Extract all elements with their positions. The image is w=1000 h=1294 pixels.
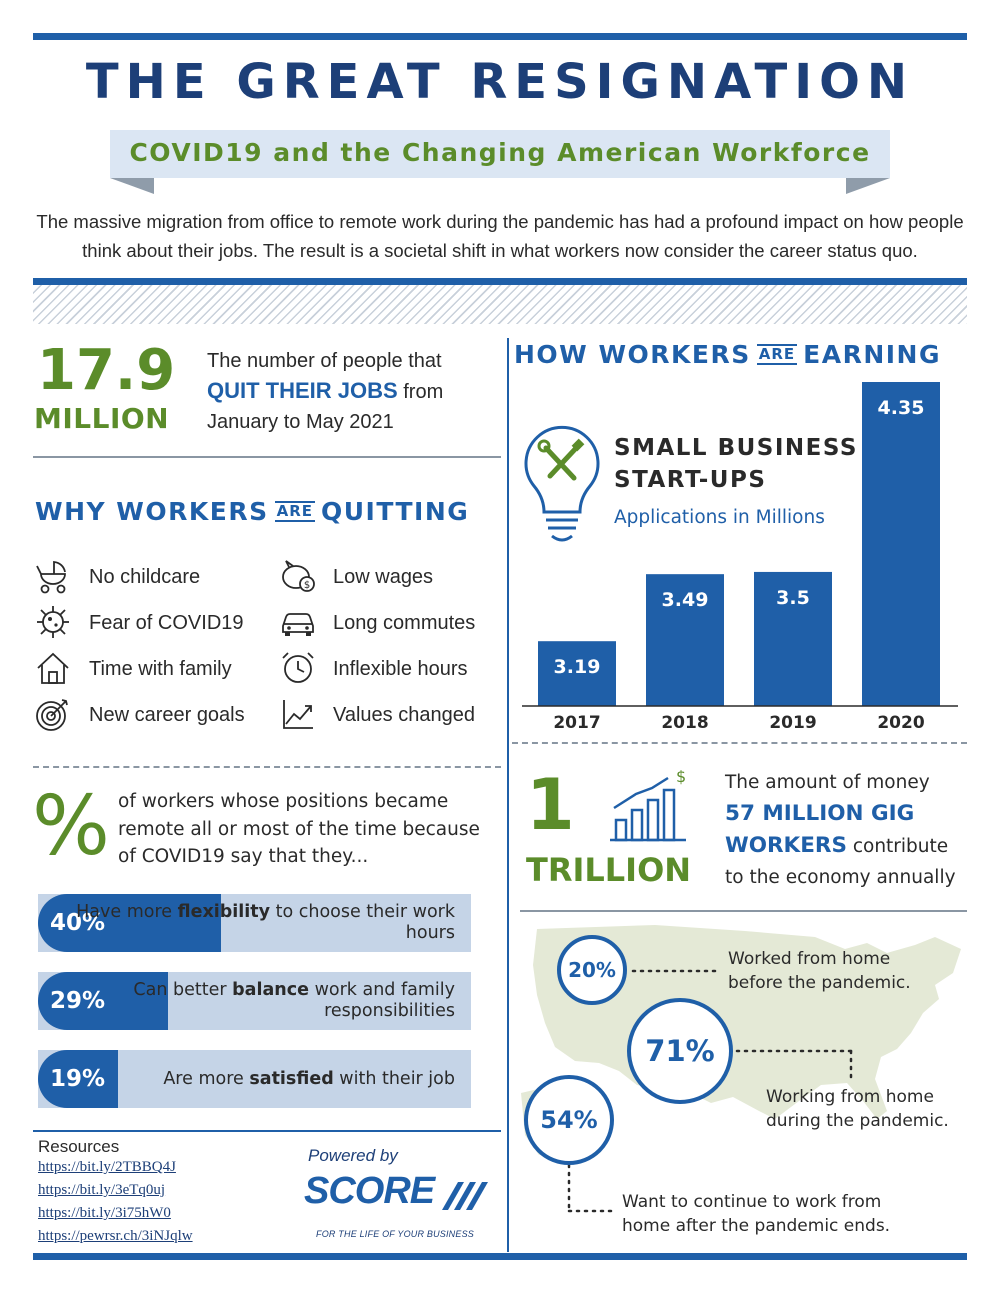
gig-desc-pre: The amount of money xyxy=(725,772,930,793)
piggy-bank-icon xyxy=(280,558,316,594)
how-earning-title xyxy=(514,340,941,369)
chart-category-label: 2019 xyxy=(769,713,817,733)
bar-text-bold: flexibility xyxy=(177,902,271,922)
earn-title-right: EARNING xyxy=(803,340,941,369)
why-title-left: WHY WORKERS xyxy=(35,497,269,526)
bar-text-post: work and family responsibilities xyxy=(309,980,455,1021)
startups-bar-chart xyxy=(520,370,965,735)
gig-unit: TRILLION xyxy=(526,851,692,889)
why-title-right: QUITTING xyxy=(321,497,470,526)
gig-number: 1 xyxy=(526,764,575,846)
quit-number: 17.9 xyxy=(37,338,176,403)
percent-bar-text xyxy=(38,972,455,1030)
percent-bar-value: 19% xyxy=(50,1066,106,1092)
percent-bar-value: 29% xyxy=(50,988,106,1014)
stroller-icon xyxy=(35,558,71,594)
reason-label: Inflexible hours xyxy=(333,658,468,680)
svg-text:$: $ xyxy=(303,580,311,591)
wfh-circle: 71% xyxy=(627,998,733,1104)
virus-icon xyxy=(35,604,71,640)
percent-bar xyxy=(38,894,471,952)
divider-right-2 xyxy=(520,910,967,912)
main-title: THE GREAT RESIGNATION xyxy=(85,54,915,110)
top-rule xyxy=(33,33,967,40)
percent-bar-text xyxy=(163,1050,455,1108)
quit-desc-mid: from xyxy=(403,381,444,403)
why-title-are: ARE xyxy=(276,502,313,520)
car-icon xyxy=(280,604,316,640)
reason-label: Fear of COVID19 xyxy=(89,612,244,634)
resource-link[interactable]: https://bit.ly/2TBBQ4J xyxy=(38,1159,176,1175)
chart-value-label: 4.35 xyxy=(877,397,925,419)
reason-label: No childcare xyxy=(89,566,201,588)
wfh-text: Worked from home before the pandemic. xyxy=(728,949,911,993)
gig-desc-post: contribute to the economy annually xyxy=(725,836,956,888)
reason-label: Values changed xyxy=(333,704,475,726)
svg-text:$: $ xyxy=(676,768,687,786)
divider-left-1 xyxy=(33,456,501,458)
ribbon-tail-left xyxy=(110,178,154,194)
chart-value-label: 3.19 xyxy=(553,656,601,679)
wfh-circle: 20% xyxy=(557,935,627,1005)
percent-bar xyxy=(38,1050,471,1108)
target-icon xyxy=(35,696,71,732)
chart-category-label: 2018 xyxy=(661,713,709,733)
bar-text-post: with their job xyxy=(333,1068,455,1089)
percent-bar xyxy=(38,972,471,1030)
bottom-rule xyxy=(33,1253,967,1260)
chart-category-label: 2017 xyxy=(553,713,601,733)
divider-left-2 xyxy=(33,1130,501,1132)
bar-text-bold: satisfied xyxy=(249,1068,334,1089)
hatch-band xyxy=(33,278,967,324)
divider-right-dashed xyxy=(512,742,967,744)
reason-label: Long commutes xyxy=(333,612,476,634)
resource-link[interactable]: https://pewrsr.ch/3iNJqlw xyxy=(38,1228,193,1244)
why-quitting-title xyxy=(35,497,469,526)
powered-by: Powered by xyxy=(308,1146,398,1165)
quit-desc-pre: The number of people that xyxy=(207,350,442,372)
percent-bar-text xyxy=(38,894,455,952)
bar-text-pre: Can better xyxy=(133,980,233,1000)
bar-text-pre: Have more xyxy=(76,902,178,922)
growth-chart-dollar-icon xyxy=(606,768,690,844)
wfh-text: Want to continue to work from home after the pandemic ends. xyxy=(622,1192,891,1236)
resources-title: Resources xyxy=(38,1137,120,1156)
percent-bar-value: 40% xyxy=(50,910,106,936)
earn-title-are: ARE xyxy=(758,345,796,363)
gig-description xyxy=(725,767,970,893)
quit-desc-post: January to May 2021 xyxy=(207,411,394,433)
subtitle: COVID19 and the Changing American Workforce xyxy=(129,138,871,167)
wfh-text: Working from home during the pandemic. xyxy=(766,1087,949,1131)
house-icon xyxy=(35,650,71,686)
reason-label: Low wages xyxy=(333,566,434,588)
score-logo: SCORE xyxy=(304,1170,435,1212)
resource-link[interactable]: https://bit.ly/3eTq0uj xyxy=(38,1182,166,1198)
resource-link[interactable]: https://bit.ly/3i75hW0 xyxy=(38,1205,171,1221)
reason-label: Time with family xyxy=(89,658,232,680)
column-divider xyxy=(507,338,509,1252)
ribbon-tail-right xyxy=(846,178,890,194)
divider-left-dashed xyxy=(33,766,501,768)
score-slash-icon xyxy=(440,1176,496,1212)
reason-label: New career goals xyxy=(89,704,245,726)
percent-symbol: % xyxy=(32,779,110,874)
quit-unit: MILLION xyxy=(34,402,170,435)
chart-category-label: 2020 xyxy=(877,713,925,733)
chart-value-label: 3.5 xyxy=(776,586,810,609)
remote-description: of workers whose positions became remote all or most of the time because of COVID19 say that they... xyxy=(118,791,480,867)
intro-paragraph: The massive migration from office to remote work during the pandemic has had a profound impact on how people think about their jobs. The result is a societal shift in what workers now consider the career status quo. xyxy=(36,211,964,261)
quit-desc-highlight: QUIT THEIR JOBS xyxy=(207,378,398,403)
bar-text-bold: balance xyxy=(232,980,310,1000)
chart-subtitle: Applications in Millions xyxy=(614,507,825,528)
chart-title-line2: START-UPS xyxy=(614,467,767,493)
chart-value-label: 3.49 xyxy=(661,589,709,612)
alarm-clock-icon xyxy=(280,650,316,686)
bar-text-pre: Are more xyxy=(163,1068,250,1089)
bar-text-post: to choose their work hours xyxy=(270,902,455,943)
chart-title-line1: SMALL BUSINESS xyxy=(614,435,858,461)
score-tagline: FOR THE LIFE OF YOUR BUSINESS xyxy=(316,1229,474,1239)
trend-chart-icon xyxy=(280,696,316,732)
chart-bar-2020 xyxy=(862,382,940,706)
earn-title-left: HOW WORKERS xyxy=(514,340,751,369)
gig-desc-highlight: 57 MILLION GIG WORKERS xyxy=(725,801,915,858)
quit-description xyxy=(207,346,507,437)
wfh-circle: 54% xyxy=(524,1075,614,1165)
